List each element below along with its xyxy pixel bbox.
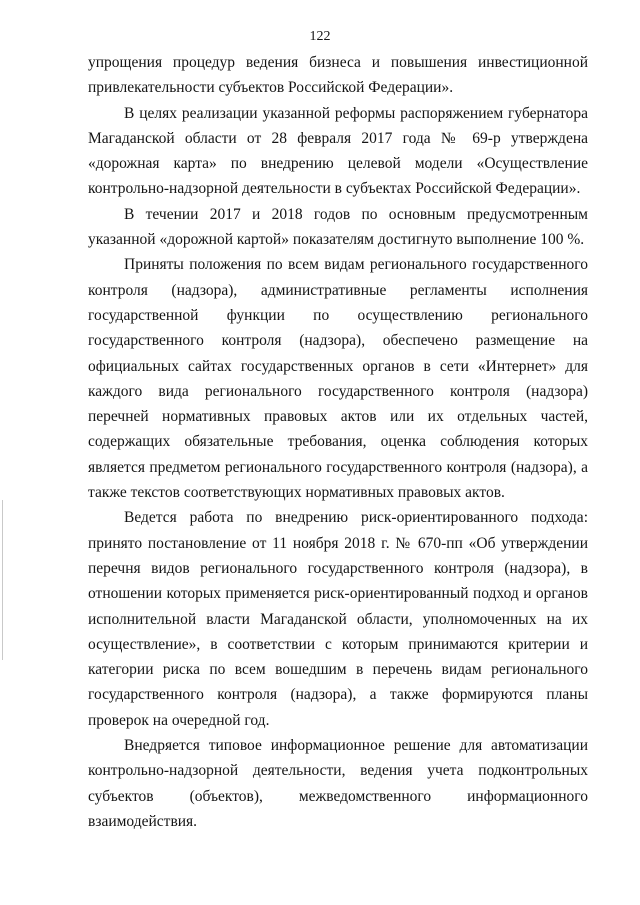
body-text (88, 50, 588, 834)
paragraph-continuation: упрощения процедур ведения бизнеса и повышения инвестиционной привлекательности субъектов Российской Федерации». (88, 54, 588, 97)
paragraph-information-system: Внедряется типовое информационное решение для автоматизации контрольно-надзорной деятельности, ведения учета подконтрольных субъектов (объектов), межведомственного информационного взаимодействия. (88, 737, 588, 830)
scan-edge-mark (2, 500, 3, 660)
paragraph-roadmap-approval: В целях реализации указанной реформы распоряжением губернатора Магаданской области от 28 февраля 2017 года № 69-р утверждена «дорожная карта» по внедрению целевой модели «Осуществление контрольно-надзорной деятельности в субъектах Российской Федерации». (88, 104, 588, 198)
paragraph-regulations: Приняты положения по всем видам регионального государственного контроля (надзора), административные регламенты исполнения государственной функции по осуществлению регионального государственного контроля (надзора), обеспечено размещение на официальных сайтах государственных органов в сети «Интернет» для каждого вида регионального государственного контроля (надзора) перечней нормативных правовых актов или их отдельных частей, содержащих обязательные требования, оценка соблюдения которых является предметом регионального государственного контроля (надзора), а также текстов соответствующих нормативных правовых актов. (88, 256, 588, 502)
paragraph-roadmap-results: В течении 2017 и 2018 годов по основным предусмотренным указанной «дорожной картой» показателям достигнуто выполнение 100 %. (88, 205, 588, 249)
page-number: 122 (309, 29, 331, 44)
paragraph-risk-approach: Ведется работа по внедрению риск-ориентированного подхода: принято постановление от 11 ноября 2018 г. № 670-пп «Об утверждении перечня видов регионального государственного контроля (надзора), в отношении которых применяется риск-ориентированный подход и органов исполнительной власти Магаданской области, уполномоченных на их осуществление», в соответствии с которым принимаются критерии и категории риска по всем вошедшим в перечень видам регионального государственного контроля (надзора), а также формируются планы проверок на очередной год. (88, 509, 588, 729)
